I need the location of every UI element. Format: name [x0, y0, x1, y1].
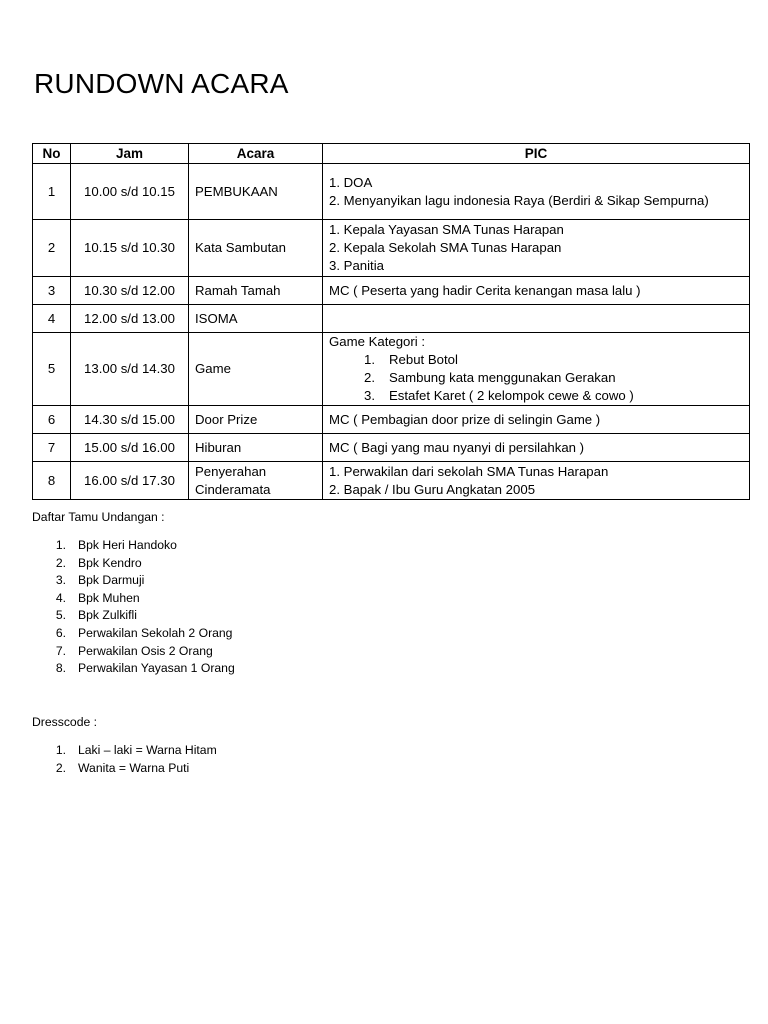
list-item-text: Bpk Heri Handoko [78, 538, 177, 552]
guest-list [32, 537, 235, 678]
cell-jam: 14.30 s/d 15.00 [71, 406, 189, 434]
cell-pic [323, 305, 750, 333]
pic-line: MC ( Bagi yang mau nyanyi di persilahkan ) [329, 439, 585, 455]
list-item [32, 660, 235, 678]
acara-line: Hiburan [195, 439, 242, 455]
header-jam: Jam [71, 144, 189, 164]
sub-item-number: 3. [364, 388, 375, 403]
list-item-text: Laki – laki = Warna Hitam [78, 743, 217, 757]
pic-line: 1. Kepala Yayasan SMA Tunas Harapan [329, 222, 564, 237]
pic-line: 2. Kepala Sekolah SMA Tunas Harapan [329, 240, 562, 255]
list-item [32, 555, 235, 573]
table-row [33, 305, 750, 333]
list-item [32, 760, 217, 778]
cell-pic [323, 462, 750, 500]
cell-no: 4 [33, 305, 71, 333]
cell-no: 1 [33, 164, 71, 220]
cell-jam: 12.00 s/d 13.00 [71, 305, 189, 333]
list-item-number: 4. [55, 590, 66, 605]
list-item [32, 742, 217, 760]
list-item-number: 7. [55, 643, 66, 658]
cell-jam: 15.00 s/d 16.00 [71, 434, 189, 462]
list-item-number: 3. [55, 573, 66, 588]
acara-line: Game [195, 361, 231, 376]
pic-sub-item [329, 387, 743, 405]
cell-acara [189, 462, 323, 500]
list-item-number: 8. [55, 661, 66, 676]
list-item-text: Perwakilan Yayasan 1 Orang [78, 661, 235, 676]
cell-pic [323, 333, 750, 406]
table-header-row [33, 144, 750, 164]
cell-pic [323, 406, 750, 434]
pic-sub-item [329, 369, 743, 387]
cell-no: 8 [33, 462, 71, 500]
list-item [32, 537, 235, 555]
cell-pic [323, 220, 750, 277]
table-row [33, 462, 750, 500]
list-item-number: 6. [55, 625, 66, 640]
pic-line: MC ( Peserta yang hadir Cerita kenangan masa lalu ) [329, 282, 641, 298]
cell-acara [189, 220, 323, 277]
pic-line: 2. Menyanyikan lagu indonesia Raya (Berdiri & Sikap Sempurna) [329, 192, 709, 208]
table-row [33, 333, 750, 406]
pic-line: MC ( Pembagian door prize di selingin Game ) [329, 411, 601, 427]
list-item-text: Wanita = Warna Puti [78, 760, 190, 775]
pic-sub-item [329, 351, 743, 369]
pic-line: 1. DOA [329, 174, 373, 190]
cell-no: 6 [33, 406, 71, 434]
guest-list-label: Daftar Tamu Undangan : [32, 510, 165, 524]
cell-jam: 13.00 s/d 14.30 [71, 333, 189, 406]
table-row [33, 406, 750, 434]
list-item [32, 625, 235, 643]
cell-no: 7 [33, 434, 71, 462]
acara-line: ISOMA [195, 310, 238, 326]
cell-acara [189, 164, 323, 220]
list-item [32, 590, 235, 608]
list-item-text: Bpk Muhen [78, 590, 140, 605]
acara-line: Cinderamata [195, 481, 271, 497]
pic-heading: Game Kategori : [329, 334, 426, 349]
cell-jam: 10.15 s/d 10.30 [71, 220, 189, 277]
table-row [33, 277, 750, 305]
list-item [32, 572, 235, 590]
cell-no: 5 [33, 333, 71, 406]
list-item [32, 607, 235, 625]
acara-line: Kata Sambutan [195, 240, 286, 255]
page-title: RUNDOWN ACARA [34, 68, 289, 99]
pic-line: 2. Bapak / Ibu Guru Angkatan 2005 [329, 481, 536, 497]
dresscode-list [32, 742, 217, 777]
acara-line: Ramah Tamah [195, 282, 281, 298]
cell-acara [189, 277, 323, 305]
pic-line: 1. Perwakilan dari sekolah SMA Tunas Harapan [329, 463, 609, 479]
header-no: No [33, 144, 71, 164]
acara-line: Penyerahan [195, 463, 267, 479]
list-item-text: Bpk Zulkifli [78, 608, 137, 623]
sub-item-number: 1. [364, 352, 375, 367]
header-acara: Acara [189, 144, 323, 164]
sub-item-text: Rebut Botol [389, 352, 458, 367]
list-item-number: 2. [55, 555, 66, 570]
cell-jam: 10.00 s/d 10.15 [71, 164, 189, 220]
cell-pic [323, 277, 750, 305]
cell-jam: 10.30 s/d 12.00 [71, 277, 189, 305]
list-item-text: Perwakilan Sekolah 2 Orang [78, 625, 233, 640]
acara-line: Door Prize [195, 411, 258, 427]
dresscode-label: Dresscode : [32, 715, 98, 729]
list-item-number: 1. [55, 743, 66, 757]
cell-acara [189, 406, 323, 434]
list-item [32, 643, 235, 661]
table-row [33, 434, 750, 462]
header-pic: PIC [323, 144, 750, 164]
sub-item-text: Estafet Karet ( 2 kelompok cewe & cowo ) [389, 388, 634, 403]
acara-line: PEMBUKAAN [195, 183, 278, 199]
list-item-text: Bpk Darmuji [78, 573, 145, 588]
cell-acara [189, 305, 323, 333]
cell-jam: 16.00 s/d 17.30 [71, 462, 189, 500]
list-item-text: Perwakilan Osis 2 Orang [78, 643, 213, 658]
cell-pic [323, 164, 750, 220]
list-item-number: 2. [55, 760, 66, 775]
sub-item-number: 2. [364, 370, 375, 385]
cell-acara [189, 434, 323, 462]
cell-acara [189, 333, 323, 406]
table-row [33, 220, 750, 277]
list-item-number: 1. [55, 538, 66, 552]
sub-item-text: Sambung kata menggunakan Gerakan [389, 370, 616, 385]
cell-no: 3 [33, 277, 71, 305]
rundown-table [32, 143, 750, 500]
list-item-number: 5. [55, 608, 66, 623]
cell-pic [323, 434, 750, 462]
cell-no: 2 [33, 220, 71, 277]
pic-line: 3. Panitia [329, 258, 384, 273]
list-item-text: Bpk Kendro [78, 555, 142, 570]
table-row [33, 164, 750, 220]
